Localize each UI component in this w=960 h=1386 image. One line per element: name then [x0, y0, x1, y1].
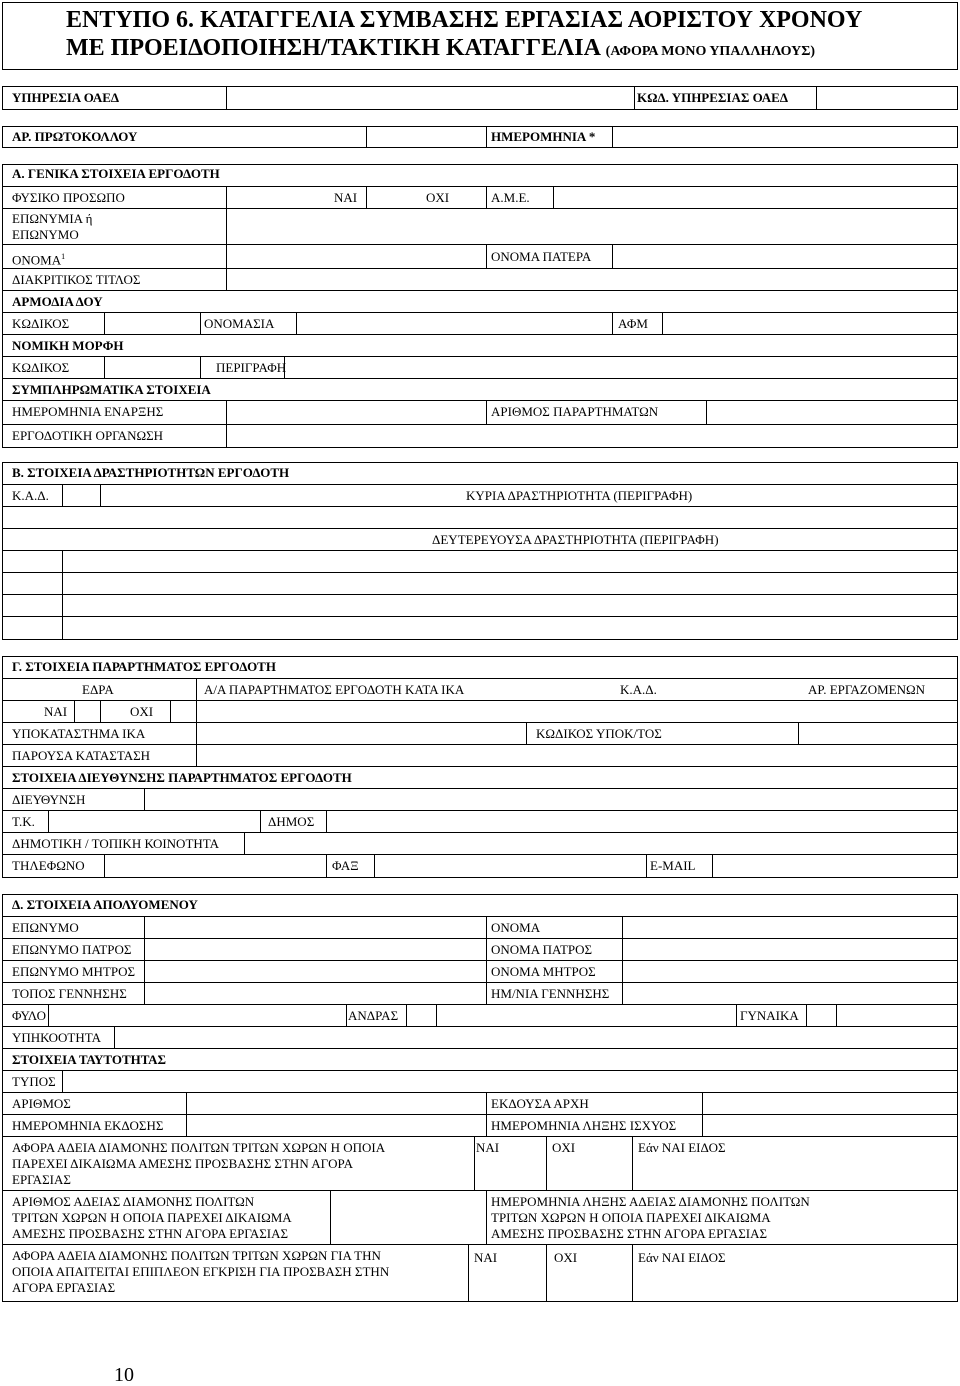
- employees-no-label: ΑΡ. ΕΡΓΑΖΟΜΕΝΩΝ: [808, 682, 926, 697]
- id-heading: ΣΤΟΙΧΕΙΑ ΤΑΥΤΟΤΗΤΑΣ: [12, 1052, 167, 1067]
- legal-form-code-label: ΚΩΔΙΚΟΣ: [12, 360, 70, 375]
- service-code-label: ΚΩΔ. ΥΠΗΡΕΣΙΑΣ ΟΑΕΔ: [637, 90, 788, 105]
- permit-q2-yes-label: ΝΑΙ: [474, 1250, 498, 1265]
- father-name-label: ΟΝΟΜΑ ΠΑΤΕΡΑ: [491, 249, 592, 264]
- issue-date-label: ΗΜΕΡΟΜΗΝΙΑ ΕΚΔΟΣΗΣ: [12, 1118, 164, 1133]
- tax-office-heading: ΑΡΜΟΔΙΑ ΔΟΥ: [12, 294, 103, 309]
- footnote-marker: 1: [61, 252, 66, 261]
- protocol-label: ΑΡ. ΠΡΩΤΟΚΟΛΛΟΥ: [12, 129, 138, 144]
- branch-address-heading: ΣΤΟΙΧΕΙΑ ΔΙΕΥΘΥΝΣΗΣ ΠΑΡΑΡΤΗΜΑΤΟΣ ΕΡΓΟΔΟΤΗ: [12, 770, 352, 785]
- ika-branch-code-label: ΚΩΔΙΚΟΣ ΥΠΟΚ/ΤΟΣ: [536, 726, 662, 741]
- branch-no-label: Α/Α ΠΑΡΑΡΤΗΜΑΤΟΣ ΕΡΓΟΔΟΤΗ ΚΑΤΑ ΙΚΑ: [204, 682, 465, 697]
- name-label: [12, 249, 65, 268]
- first-name-label: ΟΝΟΜΑ: [491, 920, 541, 935]
- no-label: ΟΧΙ: [426, 190, 450, 205]
- ika-branch-label: ΥΠΟΚΑΤΑΣΤΗΜΑ ΙΚΑ: [12, 726, 146, 741]
- permit-expiry-line1: ΗΜΕΡΟΜΗΝΙΑ ΛΗΞΗΣ ΑΔΕΙΑΣ ΔΙΑΜΟΝΗΣ ΠΟΛΙΤΩΝ: [491, 1194, 810, 1209]
- branch-address-label: ΔΙΕΥΘΥΝΣΗ: [12, 792, 86, 807]
- form-title-line2: [66, 34, 815, 66]
- permit-number-line2: ΤΡΙΤΩΝ ΧΩΡΩΝ Η ΟΠΟΙΑ ΠΑΡΕΧΕΙ ΔΙΚΑΙΩΜΑ: [12, 1210, 292, 1225]
- section-c-heading: Γ. ΣΤΟΙΧΕΙΑ ΠΑΡΑΡΤΗΜΑΤΟΣ ΕΡΓΟΔΟΤΗ: [12, 659, 276, 674]
- service-label: ΥΠΗΡΕΣΙΑ ΟΑΕΔ: [12, 90, 120, 105]
- tax-office-code-label: ΚΩΔΙΚΟΣ: [12, 316, 70, 331]
- physical-person-label: ΦΥΣΙΚΟ ΠΡΟΣΩΠΟ: [12, 190, 125, 205]
- permit-q2-if-yes-label: Εάν ΝΑΙ ΕΙΔΟΣ: [638, 1250, 726, 1265]
- section-d-heading: Δ. ΣΤΟΙΧΕΙΑ ΑΠΟΛΥΟΜΕΝΟΥ: [12, 897, 198, 912]
- section-a-heading: Α. ΓΕΝΙΚΑ ΣΤΟΙΧΕΙΑ ΕΡΓΟΔΟΤΗ: [12, 166, 220, 181]
- protocol-row: [2, 126, 958, 148]
- seat-label: ΕΔΡΑ: [82, 682, 114, 697]
- postal-code-label: Τ.Κ.: [12, 814, 35, 829]
- supplementary-heading: ΣΥΜΠΛΗΡΩΜΑΤΙΚΑ ΣΤΟΙΧΕΙΑ: [12, 382, 211, 397]
- citizenship-label: ΥΠΗΚΟΟΤΗΤΑ: [12, 1030, 102, 1045]
- tax-office-name-label: ΟΝΟΜΑΣΙΑ: [204, 316, 275, 331]
- birthplace-label: ΤΟΠΟΣ ΓΕΝΝΗΣΗΣ: [12, 986, 127, 1001]
- sex-label: ΦΥΛΟ: [12, 1008, 47, 1023]
- branch-no-option-label: ΟΧΙ: [130, 704, 154, 719]
- distinctive-title-label: ΔΙΑΚΡΙΤΙΚΟΣ ΤΙΤΛΟΣ: [12, 272, 141, 287]
- start-date-label: ΗΜΕΡΟΜΗΝΙΑ ΕΝΑΡΞΗΣ: [12, 404, 164, 419]
- secondary-activity-label: ΔΕΥΤΕΡΕΥΟΥΣΑ ΔΡΑΣΤΗΡΙΟΤΗΤΑ (ΠΕΡΙΓΡΑΦΗ): [432, 532, 719, 547]
- form-title-line2-main: ΜΕ ΠΡΟΕΙΔΟΠΟΙΗΣΗ/ΤΑΚΤΙΚΗ ΚΑΤΑΓΓΕΛΙΑ: [66, 35, 600, 61]
- permit-question-2-line3: ΑΓΟΡΑ ΕΡΓΑΣΙΑΣ: [12, 1280, 116, 1295]
- legal-form-heading: ΝΟΜΙΚΗ ΜΟΡΦΗ: [12, 338, 124, 353]
- fax-label: ΦΑΞ: [332, 858, 359, 873]
- surname-label: ΕΠΩΝΥΜΟ: [12, 920, 79, 935]
- mother-surname-label: ΕΠΩΝΥΜΟ ΜΗΤΡΟΣ: [12, 964, 136, 979]
- issuing-authority-label: ΕΚΔΟΥΣΑ ΑΡΧΗ: [491, 1096, 589, 1111]
- permit-q1-if-yes-label: Εάν ΝΑΙ ΕΙΔΟΣ: [638, 1140, 726, 1155]
- date-label: ΗΜΕΡΟΜΗΝΙΑ *: [491, 129, 596, 144]
- form-title-line2-note: (ΑΦΟΡΑ ΜΟΝΟ ΥΠΑΛΛΗΛΟΥΣ): [605, 44, 816, 59]
- kad-label: Κ.Α.Δ.: [12, 488, 49, 503]
- id-number-label: ΑΡΙΘΜΟΣ: [12, 1096, 71, 1111]
- father-surname-label: ΕΠΩΝΥΜΟ ΠΑΤΡΟΣ: [12, 942, 132, 957]
- female-label: ΓΥΝΑΙΚΑ: [740, 1008, 799, 1023]
- branch-yes-label: ΝΑΙ: [44, 704, 68, 719]
- legal-form-description-label: ΠΕΡΙΓΡΑΦΗ: [216, 360, 287, 375]
- permit-q1-yes-label: ΝΑΙ: [476, 1140, 500, 1155]
- permit-question-2-line2: ΟΠΟΙΑ ΑΠΑΙΤΕΙΤΑΙ ΕΠΙΠΛΕΟΝ ΕΓΚΡΙΣΗ ΓΙΑ ΠΡΟΣΒΑΣΗ ΣΤΗΝ: [12, 1264, 390, 1279]
- name-label-text: ΟΝΟΜΑ: [12, 252, 62, 268]
- yes-label: ΝΑΙ: [334, 190, 358, 205]
- expiry-date-label: ΗΜΕΡΟΜΗΝΙΑ ΛΗΞΗΣ ΙΣΧΥΟΣ: [491, 1118, 677, 1133]
- male-label: ΑΝΔΡΑΣ: [348, 1008, 399, 1023]
- page-number: 10: [114, 1364, 134, 1386]
- permit-question-1-line1: ΑΦΟΡΑ ΑΔΕΙΑ ΔΙΑΜΟΝΗΣ ΠΟΛΙΤΩΝ ΤΡΙΤΩΝ ΧΩΡΩΝ Η ΟΠΟΙΑ: [12, 1140, 386, 1155]
- community-label: ΔΗΜΟΤΙΚΗ / ΤΟΠΙΚΗ ΚΟΙΝΟΤΗΤΑ: [12, 836, 220, 851]
- mother-first-name-label: ΟΝΟΜΑ ΜΗΤΡΟΣ: [491, 964, 596, 979]
- permit-expiry-line3: ΑΜΕΣΗΣ ΠΡΟΣΒΑΣΗΣ ΣΤΗΝ ΑΓΟΡΑ ΕΡΓΑΣΙΑΣ: [491, 1226, 768, 1241]
- permit-number-line3: ΑΜΕΣΗΣ ΠΡΟΣΒΑΣΗΣ ΣΤΗΝ ΑΓΟΡΑ ΕΡΓΑΣΙΑΣ: [12, 1226, 289, 1241]
- ame-label: Α.Μ.Ε.: [491, 190, 530, 205]
- phone-label: ΤΗΛΕΦΩΝΟ: [12, 858, 85, 873]
- birthdate-label: ΗΜ/ΝΙΑ ΓΕΝΝΗΣΗΣ: [491, 986, 610, 1001]
- employer-org-label: ΕΡΓΟΔΟΤΙΚΗ ΟΡΓΑΝΩΣΗ: [12, 428, 164, 443]
- main-activity-label: ΚΥΡΙΑ ΔΡΑΣΤΗΡΙΟΤΗΤΑ (ΠΕΡΙΓΡΑΦΗ): [466, 488, 693, 503]
- permit-question-1-line2: ΠΑΡΕΧΕΙ ΔΙΚΑΙΩΜΑ ΑΜΕΣΗΣ ΠΡΟΣΒΑΣΗΣ ΣΤΗΝ ΑΓΟΡΑ: [12, 1156, 353, 1171]
- section-b-heading: Β. ΣΤΟΙΧΕΙΑ ΔΡΑΣΤΗΡΙΟΤΗΤΩΝ ΕΡΓΟΔΟΤΗ: [12, 465, 290, 480]
- form-title-line1: ΕΝΤΥΠΟ 6. ΚΑΤΑΓΓΕΛΙΑ ΣΥΜΒΑΣΗΣ ΕΡΓΑΣΙΑΣ ΑΟΡΙΣΤΟΥ ΧΡΟΝΟΥ: [66, 7, 863, 33]
- service-code-field[interactable]: [816, 86, 958, 110]
- permit-q2-no-label: ΟΧΙ: [554, 1250, 578, 1265]
- email-label: E-MAIL: [650, 858, 696, 873]
- service-row: [2, 86, 958, 110]
- id-type-label: ΤΥΠΟΣ: [12, 1074, 56, 1089]
- branches-count-label: ΑΡΙΘΜΟΣ ΠΑΡΑΡΤΗΜΑΤΩΝ: [491, 404, 659, 419]
- permit-expiry-line2: ΤΡΙΤΩΝ ΧΩΡΩΝ Η ΟΠΟΙΑ ΠΑΡΕΧΕΙ ΔΙΚΑΙΩΜΑ: [491, 1210, 771, 1225]
- father-first-name-label: ΟΝΟΜΑ ΠΑΤΡΟΣ: [491, 942, 593, 957]
- current-status-label: ΠΑΡΟΥΣΑ ΚΑΤΑΣΤΑΣΗ: [12, 748, 151, 763]
- company-name-label-2: ΕΠΩΝΥΜΟ: [12, 227, 79, 242]
- afm-label: ΑΦΜ: [618, 316, 648, 331]
- permit-question-1-line3: ΕΡΓΑΣΙΑΣ: [12, 1172, 71, 1187]
- permit-q1-no-label: ΟΧΙ: [552, 1140, 576, 1155]
- branch-kad-label: Κ.Α.Δ.: [620, 682, 657, 697]
- permit-number-line1: ΑΡΙΘΜΟΣ ΑΔΕΙΑΣ ΔΙΑΜΟΝΗΣ ΠΟΛΙΤΩΝ: [12, 1194, 255, 1209]
- company-name-label-1: ΕΠΩΝΥΜΙΑ ή: [12, 211, 93, 226]
- permit-question-2-line1: ΑΦΟΡΑ ΑΔΕΙΑ ΔΙΑΜΟΝΗΣ ΠΟΛΙΤΩΝ ΤΡΙΤΩΝ ΧΩΡΩΝ ΓΙΑ ΤΗΝ: [12, 1248, 381, 1263]
- municipality-label: ΔΗΜΟΣ: [268, 814, 315, 829]
